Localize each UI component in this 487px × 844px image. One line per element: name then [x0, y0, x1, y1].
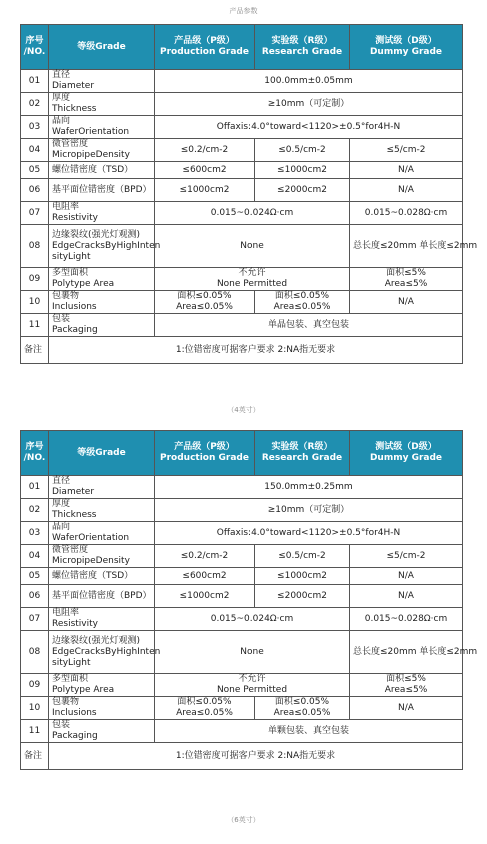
value-research: ≤2000cm2 [255, 179, 350, 202]
table-caption-4inch: （4英寸） [227, 406, 260, 414]
value-dummy [350, 268, 463, 291]
value-all-grades: Offaxis:4.0°toward<1120>±0.5°for4H-N [155, 116, 463, 139]
row-number: 06 [21, 585, 49, 608]
item-name-line: 包裹物 [52, 697, 80, 707]
value-production-research: None [155, 631, 350, 674]
page-title: 产品参数 [229, 7, 258, 15]
header-dummy-line: 测试级（D级） [375, 442, 437, 452]
header-production-line: 产品级（P级） [174, 442, 235, 452]
item-name-line: 直径 [52, 70, 71, 80]
header-research-line: Research Grade [261, 453, 343, 463]
row-number: 02 [21, 93, 49, 116]
item-name-line: EdgeCracksByHighInten [52, 240, 161, 251]
value-dummy: 0.015~0.028Ω·cm [350, 202, 463, 225]
item-name [49, 93, 155, 116]
item-name [49, 202, 155, 225]
table-row [21, 674, 463, 697]
row-number: 01 [21, 476, 49, 499]
item-name-line: 直径 [52, 476, 71, 486]
row-number: 10 [21, 291, 49, 314]
header-production-line: Production Grade [160, 453, 249, 463]
item-name-line: 包装 [52, 720, 71, 730]
value-line: 面积≤0.05% [177, 697, 232, 707]
item-name-line: 多型面积 [52, 268, 89, 278]
value-production-research: 0.015~0.024Ω·cm [155, 202, 350, 225]
value-research: ≤1000cm2 [255, 568, 350, 585]
item-name-line: 边缘裂纹(强光灯观测) [52, 635, 141, 646]
value-research [255, 697, 350, 720]
value-production: ≤1000cm2 [155, 585, 255, 608]
header-no [21, 25, 49, 70]
item-name [49, 631, 161, 674]
table-row [21, 499, 463, 522]
item-name [49, 545, 155, 568]
value-all-grades: 100.0mm±0.05mm [155, 70, 463, 93]
item-name-line: Inclusions [52, 302, 97, 312]
header-dummy-line: Dummy Grade [369, 453, 443, 463]
spec-table-6inch [20, 430, 478, 770]
remark-row [21, 743, 463, 770]
value-dummy: N/A [350, 162, 463, 179]
header-research-line: 实验级（R级） [271, 442, 333, 452]
header-dummy [350, 25, 463, 70]
header-grade: 等级Grade [49, 431, 155, 476]
item-name-line: 螺位错密度（TSD） [52, 164, 134, 175]
item-name-line: Polytype Area [52, 685, 115, 695]
header-no-line: /NO. [23, 453, 46, 463]
header-research [255, 431, 350, 476]
header-dummy-line: Dummy Grade [369, 47, 443, 57]
row-number: 03 [21, 116, 49, 139]
item-name-line: MicropipeDensity [52, 150, 130, 160]
row-number: 07 [21, 202, 49, 225]
header-production [155, 25, 255, 70]
row-number: 11 [21, 314, 49, 337]
header-dummy-line: 测试级（D级） [375, 36, 437, 46]
item-name-line: 包裹物 [52, 291, 80, 301]
item-name-line: 基平面位错密度（BPD） [52, 184, 152, 195]
item-name-line: 微管密度 [52, 545, 89, 555]
item-name-line: Diameter [52, 81, 95, 91]
table-row [21, 225, 463, 268]
table-row [21, 162, 463, 179]
value-line: Area≤0.05% [176, 302, 233, 312]
item-name-line: Thickness [52, 510, 97, 520]
value-all-grades: 单晶包装、真空包装 [155, 314, 463, 337]
value-all-grades: ≥10mm（可定制） [155, 499, 463, 522]
value-dummy [350, 674, 463, 697]
remark-label: 备注 [21, 743, 49, 770]
table-row [21, 202, 463, 225]
value-production [155, 291, 255, 314]
spec-table-4inch [20, 24, 478, 364]
value-line: 不允许 [238, 674, 266, 684]
item-name-line: 包装 [52, 314, 71, 324]
value-dummy: N/A [350, 291, 463, 314]
item-name-line: Inclusions [52, 708, 97, 718]
row-number: 11 [21, 720, 49, 743]
value-line: Area≤5% [384, 279, 428, 289]
table-row [21, 179, 463, 202]
remark-text: 1:位错密度可据客户要求 2:NA指无要求 [49, 337, 463, 364]
value-all-grades: Offaxis:4.0°toward<1120>±0.5°for4H-N [155, 522, 463, 545]
row-number: 01 [21, 70, 49, 93]
item-name-line: 晶向 [52, 116, 71, 126]
item-name-line: Packaging [52, 325, 98, 335]
item-name-line: 多型面积 [52, 674, 89, 684]
value-dummy: N/A [350, 568, 463, 585]
remark-row [21, 337, 463, 364]
item-name [49, 162, 155, 179]
value-all-grades: 150.0mm±0.25mm [155, 476, 463, 499]
value-research: ≤1000cm2 [255, 162, 350, 179]
item-name-line: Thickness [52, 104, 97, 114]
table-row [21, 608, 463, 631]
table-row [21, 70, 463, 93]
value-dummy: 总长度≤20mm 单长度≤2mm [350, 631, 463, 674]
item-name-line: sityLight [52, 657, 91, 668]
table-row [21, 522, 463, 545]
table-row [21, 116, 463, 139]
value-production-research: 0.015~0.024Ω·cm [155, 608, 350, 631]
item-name-line: MicropipeDensity [52, 556, 130, 566]
item-name-line: 厚度 [52, 499, 71, 509]
item-name [49, 116, 155, 139]
item-name-line: sityLight [52, 251, 91, 262]
row-number: 07 [21, 608, 49, 631]
value-production-research: None [155, 225, 350, 268]
row-number: 05 [21, 162, 49, 179]
item-name-line: 微管密度 [52, 139, 89, 149]
value-production: ≤600cm2 [155, 162, 255, 179]
value-line: 面积≤0.05% [177, 291, 232, 301]
header-no-line: /NO. [23, 47, 46, 57]
table-row [21, 545, 463, 568]
row-number: 09 [21, 674, 49, 697]
item-name [49, 314, 155, 337]
item-name-line: Polytype Area [52, 279, 115, 289]
row-number: 06 [21, 179, 49, 202]
header-production-line: Production Grade [160, 47, 249, 57]
item-name [49, 720, 155, 743]
row-number: 09 [21, 268, 49, 291]
item-name-line: WaferOrientation [52, 127, 130, 137]
value-line: None Permitted [216, 685, 288, 695]
row-number: 04 [21, 545, 49, 568]
value-production: ≤1000cm2 [155, 179, 255, 202]
table-row [21, 93, 463, 116]
header-production [155, 431, 255, 476]
value-dummy: 0.015~0.028Ω·cm [350, 608, 463, 631]
table-row [21, 585, 463, 608]
value-production: ≤0.2/cm-2 [155, 545, 255, 568]
remark-label: 备注 [21, 337, 49, 364]
value-production-research [155, 268, 350, 291]
value-dummy: ≤5/cm-2 [350, 545, 463, 568]
item-name-line: WaferOrientation [52, 533, 130, 543]
item-name [49, 697, 155, 720]
table-row [21, 268, 463, 291]
item-name-line: Packaging [52, 731, 98, 741]
row-number: 02 [21, 499, 49, 522]
value-research: ≤0.5/cm-2 [255, 545, 350, 568]
table-row [21, 697, 463, 720]
value-production [155, 697, 255, 720]
value-production: ≤600cm2 [155, 568, 255, 585]
item-name-line: Resistivity [52, 619, 98, 629]
item-name-line: 基平面位错密度（BPD） [52, 590, 152, 601]
value-line: 面积≤0.05% [274, 697, 330, 707]
row-number: 08 [21, 631, 49, 674]
value-research: ≤0.5/cm-2 [255, 139, 350, 162]
value-research: ≤2000cm2 [255, 585, 350, 608]
header-dummy [350, 431, 463, 476]
value-dummy: N/A [350, 585, 463, 608]
item-name [49, 476, 155, 499]
header-grade: 等级Grade [49, 25, 155, 70]
value-line: Area≤0.05% [273, 708, 331, 718]
value-line: 面积≤5% [386, 268, 426, 278]
item-name [49, 179, 155, 202]
item-name [49, 674, 155, 697]
header-research-line: Research Grade [261, 47, 343, 57]
item-name [49, 522, 155, 545]
item-name [49, 225, 161, 268]
table-row [21, 139, 463, 162]
item-name-line: Resistivity [52, 213, 98, 223]
value-line: Area≤5% [384, 685, 428, 695]
value-all-grades: ≥10mm（可定制） [155, 93, 463, 116]
header-research-line: 实验级（R级） [271, 36, 333, 46]
value-all-grades: 单颗包装、真空包装 [155, 720, 463, 743]
header-no [21, 431, 49, 476]
item-name-line: 厚度 [52, 93, 71, 103]
value-line: Area≤0.05% [273, 302, 331, 312]
item-name-line: Diameter [52, 487, 95, 497]
item-name-line: 电阻率 [52, 608, 80, 618]
remark-text: 1:位错密度可据客户要求 2:NA指无要求 [49, 743, 463, 770]
value-line: 不允许 [238, 268, 266, 278]
table-row [21, 476, 463, 499]
value-dummy: ≤5/cm-2 [350, 139, 463, 162]
header-no-line: 序号 [25, 442, 44, 452]
header-research [255, 25, 350, 70]
value-line: 面积≤0.05% [274, 291, 330, 301]
table-row [21, 720, 463, 743]
value-line: Area≤0.05% [176, 708, 233, 718]
item-name-line: 电阻率 [52, 202, 80, 212]
table-row [21, 568, 463, 585]
item-name [49, 585, 155, 608]
item-name-line: 螺位错密度（TSD） [52, 570, 134, 581]
row-number: 08 [21, 225, 49, 268]
row-number: 05 [21, 568, 49, 585]
item-name [49, 139, 155, 162]
table-row [21, 631, 463, 674]
item-name [49, 70, 155, 93]
header-no-line: 序号 [25, 36, 44, 46]
value-production-research [155, 674, 350, 697]
item-name [49, 291, 155, 314]
item-name-line: EdgeCracksByHighInten [52, 646, 161, 657]
row-number: 10 [21, 697, 49, 720]
table-row [21, 291, 463, 314]
value-dummy: N/A [350, 179, 463, 202]
row-number: 04 [21, 139, 49, 162]
value-dummy: 总长度≤20mm 单长度≤2mm [350, 225, 463, 268]
item-name [49, 268, 155, 291]
item-name [49, 499, 155, 522]
table-row [21, 314, 463, 337]
value-dummy: N/A [350, 697, 463, 720]
item-name-line: 晶向 [52, 522, 71, 532]
value-production: ≤0.2/cm-2 [155, 139, 255, 162]
item-name [49, 568, 155, 585]
value-line: None Permitted [216, 279, 288, 289]
item-name-line: 边缘裂纹(强光灯观测) [52, 229, 141, 240]
value-line: 面积≤5% [386, 674, 426, 684]
row-number: 03 [21, 522, 49, 545]
header-production-line: 产品级（P级） [174, 36, 235, 46]
table-caption-6inch: （6英寸） [227, 816, 260, 824]
value-research [255, 291, 350, 314]
item-name [49, 608, 155, 631]
